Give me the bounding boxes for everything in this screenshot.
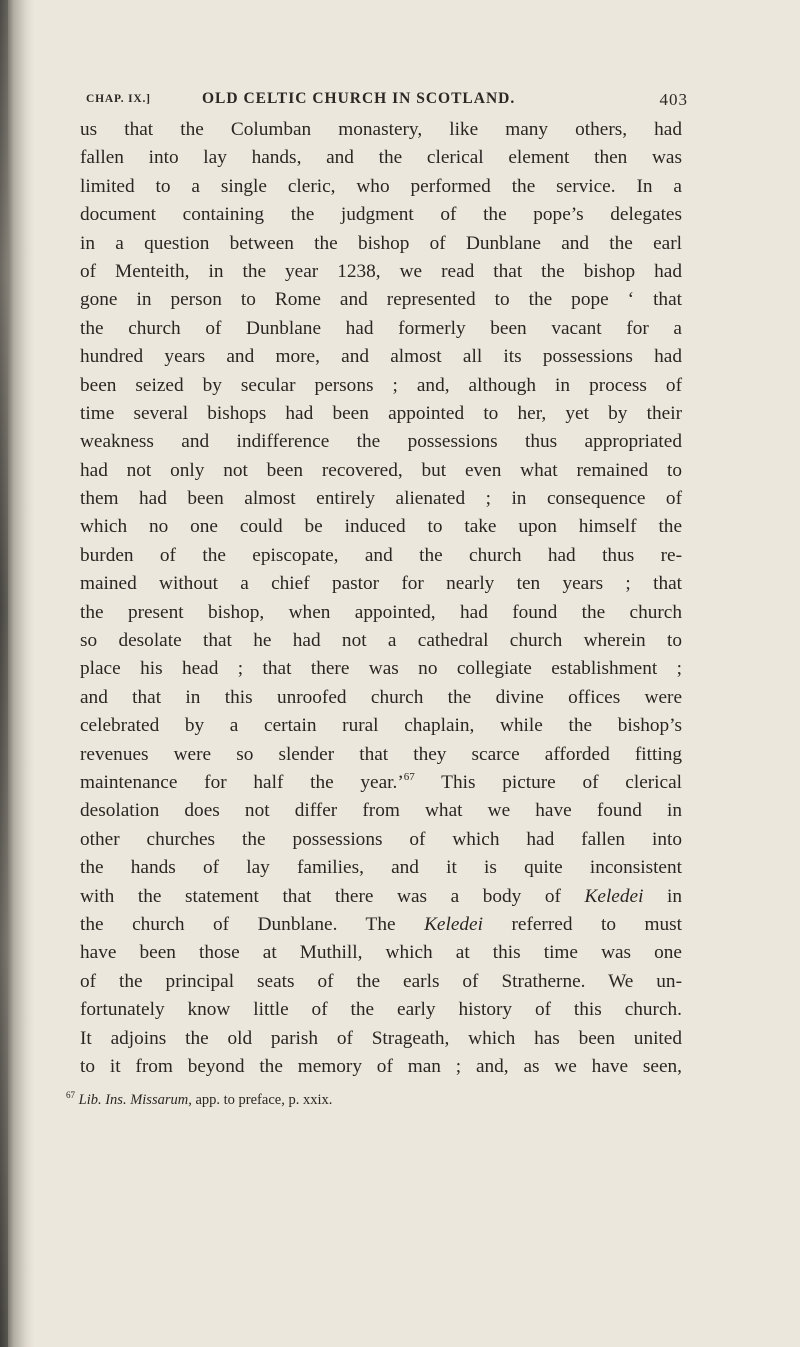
page-number: 403: [659, 90, 688, 109]
book-page: [74, 88, 688, 1077]
text-line: in a question between the bishop of Dunblane and the earl: [80, 232, 682, 254]
text-line: of Menteith, in the year 1238, we read that the bishop had: [80, 260, 682, 282]
text-line: It adjoins the old parish of Strageath, which has been united: [80, 1027, 682, 1049]
text-line: place his head ; that there was no collegiate establishment ;: [80, 658, 682, 680]
text-line: have been those at Muthill, which at this time was one: [80, 942, 682, 964]
text-line: had not only not been recovered, but even what remained to: [80, 459, 682, 481]
running-header: [74, 88, 688, 112]
text-line: hundred years and more, and almost all its possessions had: [80, 346, 682, 368]
text-line: document containing the judgment of the pope’s delegates: [80, 204, 682, 226]
text-segment: in: [643, 885, 682, 907]
text-line: revenues were so slender that they scarce afforded fitting: [80, 743, 682, 765]
book-binding-shadow: [0, 0, 8, 1347]
text-line: us that the Columban monastery, like many others, had: [80, 119, 682, 140]
text-line-with-italic: [80, 883, 682, 911]
footnote-number: 67: [66, 1090, 75, 1100]
italic-term: Keledei: [424, 913, 483, 935]
text-line: weakness and indifference the possessions thus appropriated: [80, 431, 682, 453]
running-title: OLD CELTIC CHURCH IN SCOTLAND.: [202, 90, 516, 107]
text-line: been seized by secular persons ; and, although in process of: [80, 374, 682, 396]
footnote-reference: 67: [403, 770, 415, 783]
text-line: them had been almost entirely alienated ; in consequence of: [80, 488, 682, 510]
footnote-text: app. to preface, p. xxix.: [191, 1092, 333, 1108]
text-segment: referred to must: [482, 913, 682, 935]
text-line: time several bishops had been appointed to her, yet by their: [80, 402, 682, 424]
text-segment: with the statement that there was a body of: [80, 885, 585, 907]
text-line: the hands of lay families, and it is quite inconsistent: [80, 857, 682, 879]
chapter-label: CHAP. IX.]: [86, 93, 151, 105]
text-line: celebrated by a certain rural chaplain, while the bishop’s: [80, 715, 682, 737]
text-line: and that in this unroofed church the divine offices were: [80, 686, 682, 708]
text-line: the church of Dunblane had formerly been vacant for a: [80, 317, 682, 339]
text-line: gone in person to Rome and represented to the pope ‘ that: [80, 289, 682, 311]
text-line: mained without a chief pastor for nearly ten years ; that: [80, 573, 682, 595]
text-line: limited to a single cleric, who performed the service. In a: [80, 175, 682, 197]
footnote-source-title: Lib. Ins. Missarum,: [78, 1092, 192, 1108]
text-line: desolation does not differ from what we have found in: [80, 800, 682, 822]
text-line: which no one could be induced to take upon himself the: [80, 516, 682, 538]
text-segment: This picture of clerical: [414, 771, 683, 793]
footnote: [66, 1092, 332, 1109]
text-line-with-italic: [80, 911, 682, 939]
italic-term: Keledei: [584, 885, 644, 907]
text-segment: maintenance for half the year.’: [80, 771, 404, 793]
body-text: [80, 116, 682, 1081]
text-line-with-footnote-ref: [80, 769, 682, 797]
text-line: of the principal seats of the earls of Stratherne. We un-: [80, 970, 682, 992]
text-segment: the church of Dunblane. The: [80, 913, 425, 935]
text-line: fallen into lay hands, and the clerical element then was: [80, 147, 682, 169]
text-line: burden of the episcopate, and the church had thus re-: [80, 544, 682, 566]
text-line: the present bishop, when appointed, had found the church: [80, 601, 682, 623]
text-line: fortunately know little of the early history of this church.: [80, 999, 682, 1021]
text-line: so desolate that he had not a cathedral church wherein to: [80, 630, 682, 652]
text-line: to it from beyond the memory of man ; and, as we have seen,: [80, 1055, 682, 1077]
text-line: other churches the possessions of which had fallen into: [80, 828, 682, 850]
